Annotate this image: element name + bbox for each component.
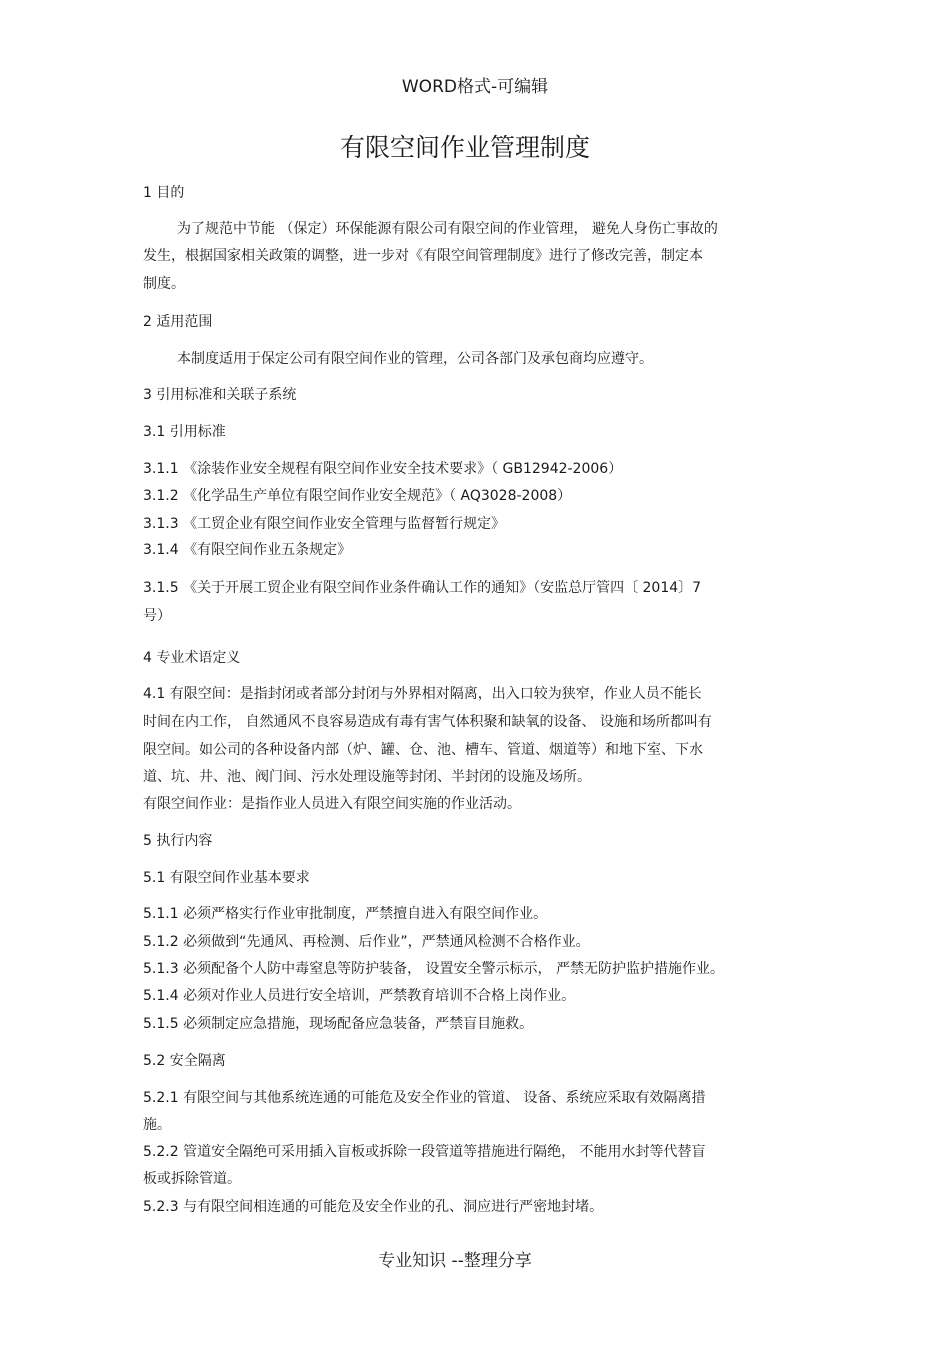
requirement-item: 5.1.3 必须配备个人防中毒窒息等防护装备， 设置安全警示标示， 严禁无防护监护措施作业。	[143, 961, 724, 977]
requirement-item: 5.1.2 必须做到“先通风、再检测、后作业”，严禁通风检测不合格作业。	[143, 934, 590, 950]
paragraph-line: 限空间。如公司的各种设备内部（炉、罐、仓、池、槽车、管道、烟道等）和地下室、下水	[143, 742, 703, 758]
requirement-item: 5.2.3 与有限空间相连通的可能危及安全作业的孔、洞应进行严密地封堵。	[143, 1199, 604, 1215]
reference-item: 3.1.5 《关于开展工贸企业有限空间作业条件确认工作的通知》（安监总厅管四〔 2014〕7	[143, 580, 702, 596]
subsection-heading: 5.2 安全隔离	[143, 1053, 226, 1069]
paragraph-line: 时间在内工作， 自然通风不良容易造成有毒有害气体积聚和缺氧的设备、 设施和场所都叫有	[143, 714, 712, 730]
requirement-item: 5.1.1 必须严格实行作业审批制度，严禁擅自进入有限空间作业。	[143, 906, 548, 922]
paragraph-line: 本制度适用于保定公司有限空间作业的管理，公司各部门及承包商均应遵守。	[177, 351, 653, 367]
requirement-item: 5.2.1 有限空间与其他系统连通的可能危及安全作业的管道、 设备、系统应采取有效隔离措	[143, 1090, 706, 1106]
section-heading: 3 引用标准和关联子系统	[143, 387, 297, 403]
reference-item: 3.1.3 《工贸企业有限空间作业安全管理与监督暂行规定》	[143, 516, 506, 532]
page-header: WORD格式-可编辑	[401, 77, 549, 97]
paragraph-line: 有限空间作业：是指作业人员进入有限空间实施的作业活动。	[143, 796, 521, 812]
requirement-item: 5.2.2 管道安全隔绝可采用插入盲板或拆除一段管道等措施进行隔绝， 不能用水封等代替盲	[143, 1144, 706, 1160]
subsection-heading: 3.1 引用标准	[143, 424, 226, 440]
paragraph-line: 道、坑、井、池、阀门间、污水处理设施等封闭、半封闭的设施及场所。	[143, 769, 591, 785]
section-heading: 1 目的	[143, 185, 185, 201]
section-heading: 4 专业术语定义	[143, 650, 241, 666]
document-title: 有限空间作业管理制度	[339, 133, 590, 162]
requirement-item: 5.1.4 必须对作业人员进行安全培训，严禁教育培训不合格上岗作业。	[143, 988, 576, 1004]
reference-item: 号）	[143, 608, 171, 624]
section-heading: 5 执行内容	[143, 833, 213, 849]
paragraph-line: 4.1 有限空间：是指封闭或者部分封闭与外界相对隔离，出入口较为狭窄，作业人员不能长	[143, 686, 702, 702]
section-heading: 2 适用范围	[143, 314, 213, 330]
paragraph-line: 发生，根据国家相关政策的调整，进一步对《有限空间管理制度》进行了修改完善，制定本	[143, 248, 703, 264]
requirement-item: 板或拆除管道。	[143, 1171, 241, 1187]
reference-item: 3.1.2 《化学品生产单位有限空间作业安全规范》（ AQ3028-2008）	[143, 488, 572, 504]
reference-item: 3.1.4 《有限空间作业五条规定》	[143, 542, 352, 558]
subsection-heading: 5.1 有限空间作业基本要求	[143, 870, 310, 886]
requirement-item: 施。	[143, 1117, 171, 1133]
requirement-item: 5.1.5 必须制定应急措施，现场配备应急装备，严禁盲目施救。	[143, 1016, 534, 1032]
reference-item: 3.1.1 《涂装作业安全规程有限空间作业安全技术要求》（ GB12942-2006）	[143, 461, 623, 477]
paragraph-line: 为了规范中节能 （保定）环保能源有限公司有限空间的作业管理， 避免人身伤亡事故的	[177, 221, 718, 237]
page-footer: 专业知识 --整理分享	[378, 1251, 532, 1271]
paragraph-line: 制度。	[143, 276, 185, 292]
